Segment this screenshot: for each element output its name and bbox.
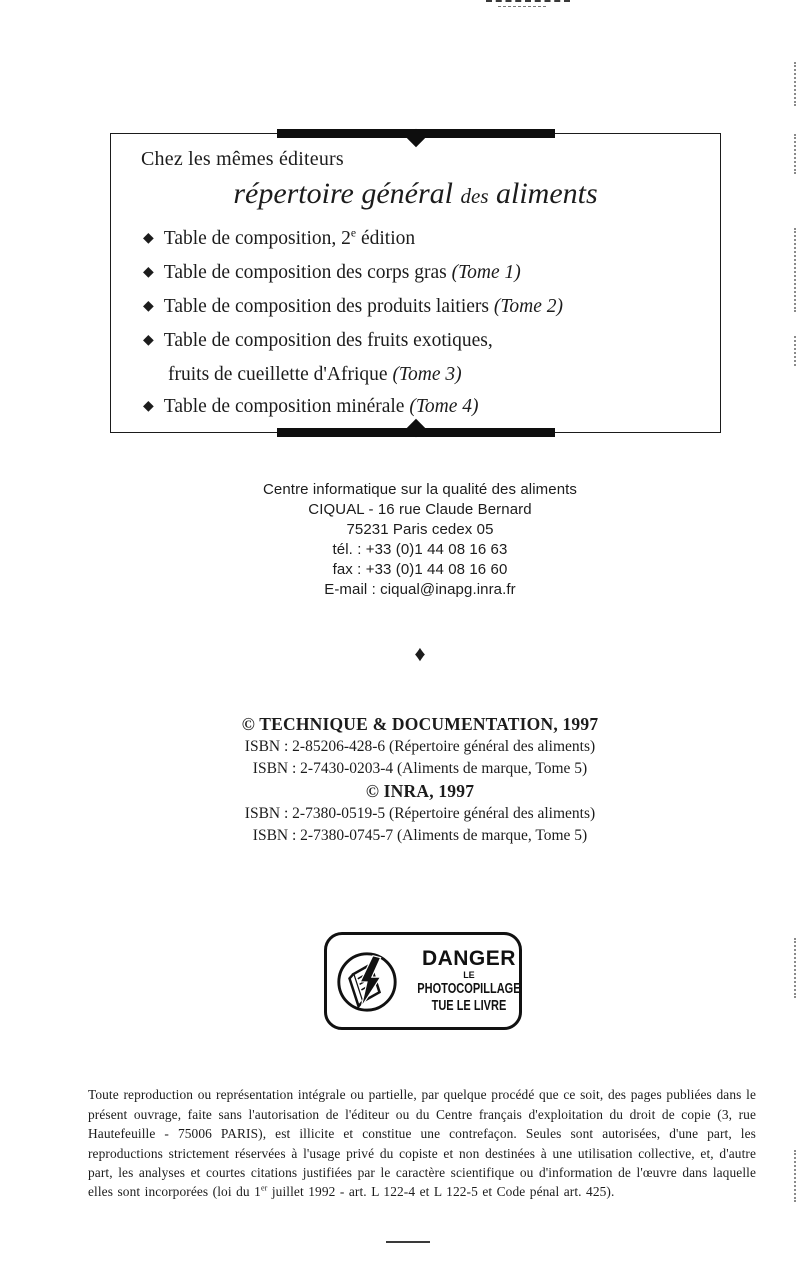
danger-text <box>401 948 537 1014</box>
photocopy-danger-stamp <box>324 932 522 1030</box>
scan-artifact-dotted-edge <box>794 134 796 174</box>
contact-fax: fax : +33 (0)1 44 08 16 60 <box>332 561 508 578</box>
contact-email: E-mail : ciqual@inapg.inra.fr <box>324 581 516 598</box>
publisher-line: © INRA, 1997 <box>365 781 475 801</box>
scan-artifact-dotted-edge <box>794 336 796 366</box>
list-item <box>143 223 720 257</box>
item-superscript: e <box>350 226 357 240</box>
contact-city: 75231 Paris cedex 05 <box>346 521 494 538</box>
diamond-bullet-icon: ◆ <box>143 333 154 348</box>
scan-artifact-dashed-line <box>486 0 570 2</box>
titles-list <box>143 223 720 425</box>
diamond-bullet-icon: ◆ <box>143 399 154 414</box>
contact-org: Centre informatique sur la qualité des aliments <box>262 481 578 498</box>
contact-block <box>40 480 800 600</box>
danger-le: LE <box>463 969 475 980</box>
series-title <box>111 177 720 211</box>
book-lightning-icon <box>333 947 401 1015</box>
list-item <box>143 325 720 359</box>
list-item <box>143 391 720 425</box>
decorative-bottom-bar <box>277 428 555 437</box>
box-header: Chez les mêmes éditeurs <box>141 148 344 170</box>
isbn-line: ISBN : 2-7380-0745-7 (Aliments de marque, Tome 5) <box>252 827 588 844</box>
isbn-line: ISBN : 2-7380-0519-5 (Répertoire général des aliments) <box>244 805 596 822</box>
legal-superscript: er <box>260 1183 268 1193</box>
decorative-top-bar <box>277 129 555 138</box>
list-item <box>143 257 720 291</box>
legal-notice <box>88 1085 756 1201</box>
item-text: Table de composition, 2 <box>163 228 351 249</box>
series-title-part: aliments <box>488 177 598 210</box>
legal-body: Toute reproduction ou représentation intégrale ou partielle, par quelque procédé que ce soit, des pages publiées dans le présent ouvrage, faite sans l'autorisation de l'éditeur ou du Centre français d'exploitation du droit de copie (3, rue Hautefeuille - 75006 PARIS), est illicite et constitue une contrefaçon. Seules sont autorisées, d'une part, les reproductions strictement réservées à l'usage privé du copiste et non destinées à une utilisation collective, et, d'autre part, les analyses et courtes citations justifiées par le caractère scientifique ou d'information de l'œuvre dans laquelle elles sont incorporées (loi du 1 <box>88 1087 756 1200</box>
diamond-bullet-icon: ◆ <box>143 299 154 314</box>
danger-tue-le-livre: TUE LE LIVRE <box>431 998 507 1014</box>
isbn-line: ISBN : 2-85206-428-6 (Répertoire général des aliments) <box>244 738 596 755</box>
scan-artifact-dotted-edge <box>794 1150 796 1202</box>
scan-artifact-dotted-edge <box>794 62 796 106</box>
legal-tail: juillet 1992 - art. L 122-4 et L 122-5 et Code pénal art. 425). <box>267 1184 615 1200</box>
diamond-bullet-icon: ◆ <box>143 265 154 280</box>
diamond-separator-icon: ♦ <box>414 641 426 666</box>
item-text: édition <box>356 228 416 249</box>
item-text: Table de composition des produits laitiers <box>163 296 494 317</box>
contact-street: CIQUAL - 16 rue Claude Bernard <box>308 501 532 518</box>
item-text: Table de composition des corps gras <box>163 262 452 283</box>
series-title-part: répertoire général <box>233 177 461 210</box>
scan-artifact-bottom-mark <box>386 1241 430 1243</box>
item-tome: (Tome 3) <box>392 364 462 385</box>
list-item-continuation <box>168 359 720 391</box>
list-item <box>143 291 720 325</box>
item-tome: (Tome 2) <box>493 296 564 317</box>
copyright-block <box>40 713 800 847</box>
scan-artifact-dotted-edge <box>794 228 796 312</box>
item-tome: (Tome 4) <box>409 396 479 417</box>
publisher-line: © TECHNIQUE & DOCUMENTATION, 1997 <box>241 714 599 734</box>
series-title-part-small: des <box>460 184 489 208</box>
scan-artifact-dashed-line <box>498 6 546 7</box>
scan-artifact-dotted-edge <box>794 938 796 998</box>
danger-word: DANGER <box>421 946 516 970</box>
other-titles-box <box>110 133 721 433</box>
contact-phone: tél. : +33 (0)1 44 08 16 63 <box>332 541 508 558</box>
item-text: Table de composition des fruits exotiques, <box>163 330 493 351</box>
diamond-ornament-icon <box>406 129 424 147</box>
danger-photocopillage: PHOTOCOPILLAGE <box>417 980 521 997</box>
item-text: Table de composition minérale <box>163 396 410 417</box>
item-tome: (Tome 1) <box>451 262 521 283</box>
isbn-line: ISBN : 2-7430-0203-4 (Aliments de marque, Tome 5) <box>252 760 588 777</box>
item-text: fruits de cueillette d'Afrique <box>168 364 393 385</box>
diamond-bullet-icon: ◆ <box>143 231 154 246</box>
